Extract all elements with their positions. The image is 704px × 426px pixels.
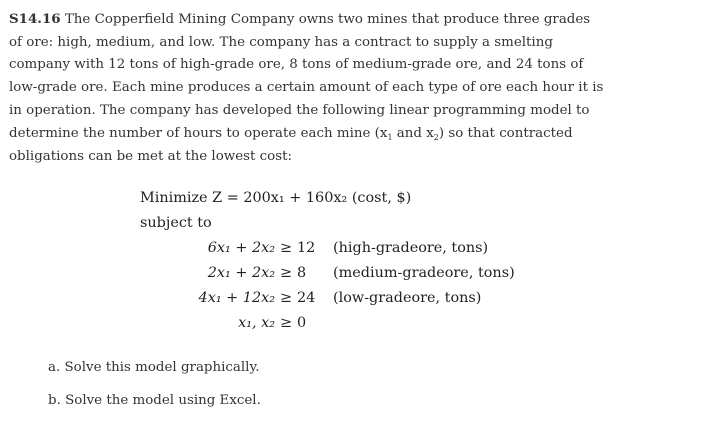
problem-line-1	[9, 8, 689, 32]
problem-number: S14.16	[9, 11, 61, 27]
constraint-lhs: 4x₁ + 12x₂	[198, 290, 275, 306]
constraint-row	[140, 236, 515, 261]
subject-to-label: subject to	[140, 215, 212, 231]
part-a-question: a. Solve this model graphically.	[48, 360, 260, 375]
constraint-rhs: 8	[297, 265, 307, 281]
constraint-note: (medium-gradeore, tons)	[333, 265, 515, 281]
subscript-2: 2	[433, 132, 439, 142]
constraint-relation: ≥	[279, 315, 293, 331]
problem-line-2: of ore: high, medium, and low. The company has a contract to supply a smelting	[9, 34, 553, 50]
constraint-relation: ≥	[279, 290, 293, 306]
constraint-rhs: 24	[297, 290, 316, 306]
lp-model	[140, 186, 515, 336]
problem-line-6-part-a: determine the number of hours to operate each mine (x	[9, 125, 388, 141]
problem-line-3: company with 12 tons of high-grade ore, 8 tons of medium-grade ore, and 24 tons of	[9, 57, 584, 73]
constraint-relation: ≥	[279, 265, 293, 281]
constraint-lhs: 6x₁ + 2x₂	[207, 240, 275, 256]
problem-line-6-part-c: ) so that contracted	[438, 125, 573, 141]
constraint-note: (low-gradeore, tons)	[333, 290, 482, 306]
part-b-question: b. Solve the model using Excel.	[48, 393, 261, 408]
constraint-row	[140, 311, 515, 336]
constraint-lhs: x₁, x₂	[238, 315, 275, 331]
constraint-rhs: 12	[297, 240, 316, 256]
problem-line-7: obligations can be met at the lowest cost:	[9, 149, 292, 165]
constraint-row	[140, 261, 515, 286]
constraint-rhs: 0	[297, 315, 307, 331]
problem-statement	[9, 8, 689, 169]
problem-line-5: in operation. The company has developed the following linear programming model to	[9, 102, 590, 118]
problem-text: The Copperfield Mining Company owns two mines that produce three grades	[60, 12, 591, 27]
constraint-relation: ≥	[279, 240, 293, 256]
problem-line-6	[9, 123, 689, 147]
constraint-row	[140, 286, 515, 311]
problem-line-6-part-b: and x	[392, 125, 434, 141]
constraint-note: (high-gradeore, tons)	[333, 240, 489, 256]
constraint-lhs: 2x₁ + 2x₂	[207, 265, 275, 281]
problem-line-4: low-grade ore. Each mine produces a certain amount of each type of ore each hour it is	[9, 80, 604, 96]
subscript-1: 1	[387, 132, 393, 142]
objective-function: Minimize Z = 200x₁ + 160x₂ (cost, $)	[140, 190, 412, 206]
